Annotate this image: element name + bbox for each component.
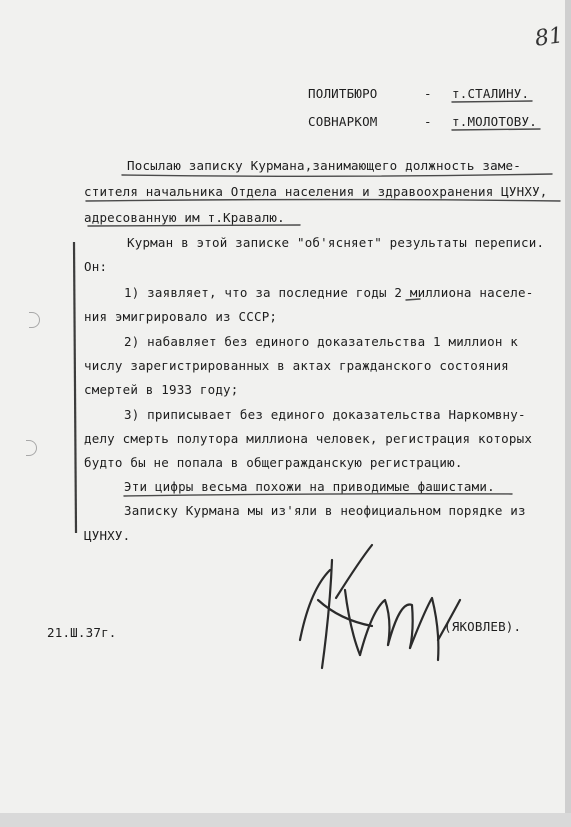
body-line: делу смерть полутора миллиона человек, регистрация которых (84, 431, 533, 446)
addressee-dash: - (424, 86, 432, 101)
addressee-org: СОВНАРКОМ (308, 114, 378, 129)
handwritten-signature (300, 545, 460, 668)
body-line: Он: (84, 259, 108, 274)
body-line: Курман в этой записке "об'ясняет" результаты переписи. (127, 235, 545, 250)
addressee-name: т.МОЛОТОВУ. (452, 114, 537, 129)
signature-name: (ЯКОВЛЕВ). (444, 619, 522, 634)
body-line: будто бы не попала в общегражданскую регистрацию. (84, 455, 463, 470)
body-line: 2) набавляет без единого доказательства 1 миллион к (124, 334, 519, 349)
margin-bar (74, 242, 76, 533)
body-line: смертей в 1933 году; (84, 382, 239, 397)
addressee-name: т.СТАЛИНУ. (452, 86, 530, 101)
body-line: Эти цифры весьма похожи на приводимые фашистами. (124, 479, 495, 494)
addressee-org: ПОЛИТБЮРО (308, 86, 378, 101)
body-line: числу зарегистрированных в актах гражданского состояния (84, 358, 509, 373)
body-line: 1) заявляет, что за последние годы 2 миллиона населе- (124, 285, 534, 300)
body-line: стителя начальника Отдела населения и здравоохранения ЦУНХУ, (84, 184, 548, 199)
underline-marks (86, 101, 560, 496)
body-line: 3) приписывает без единого доказательства Наркомвну- (124, 407, 526, 422)
document-date: 21.Ш.37г. (47, 625, 117, 640)
body-line: ЦУНХУ. (84, 528, 131, 543)
page-number: 81 (533, 23, 565, 52)
addressee-dash: - (424, 114, 432, 129)
body-line: Записку Курмана мы из'яли в неофициальном порядке из (124, 503, 526, 518)
body-line: Посылаю записку Курмана,занимающего должность заме- (127, 158, 522, 173)
body-line: адресованную им т.Кравалю. (84, 210, 285, 225)
body-line: ния эмигрировало из СССР; (84, 309, 278, 324)
